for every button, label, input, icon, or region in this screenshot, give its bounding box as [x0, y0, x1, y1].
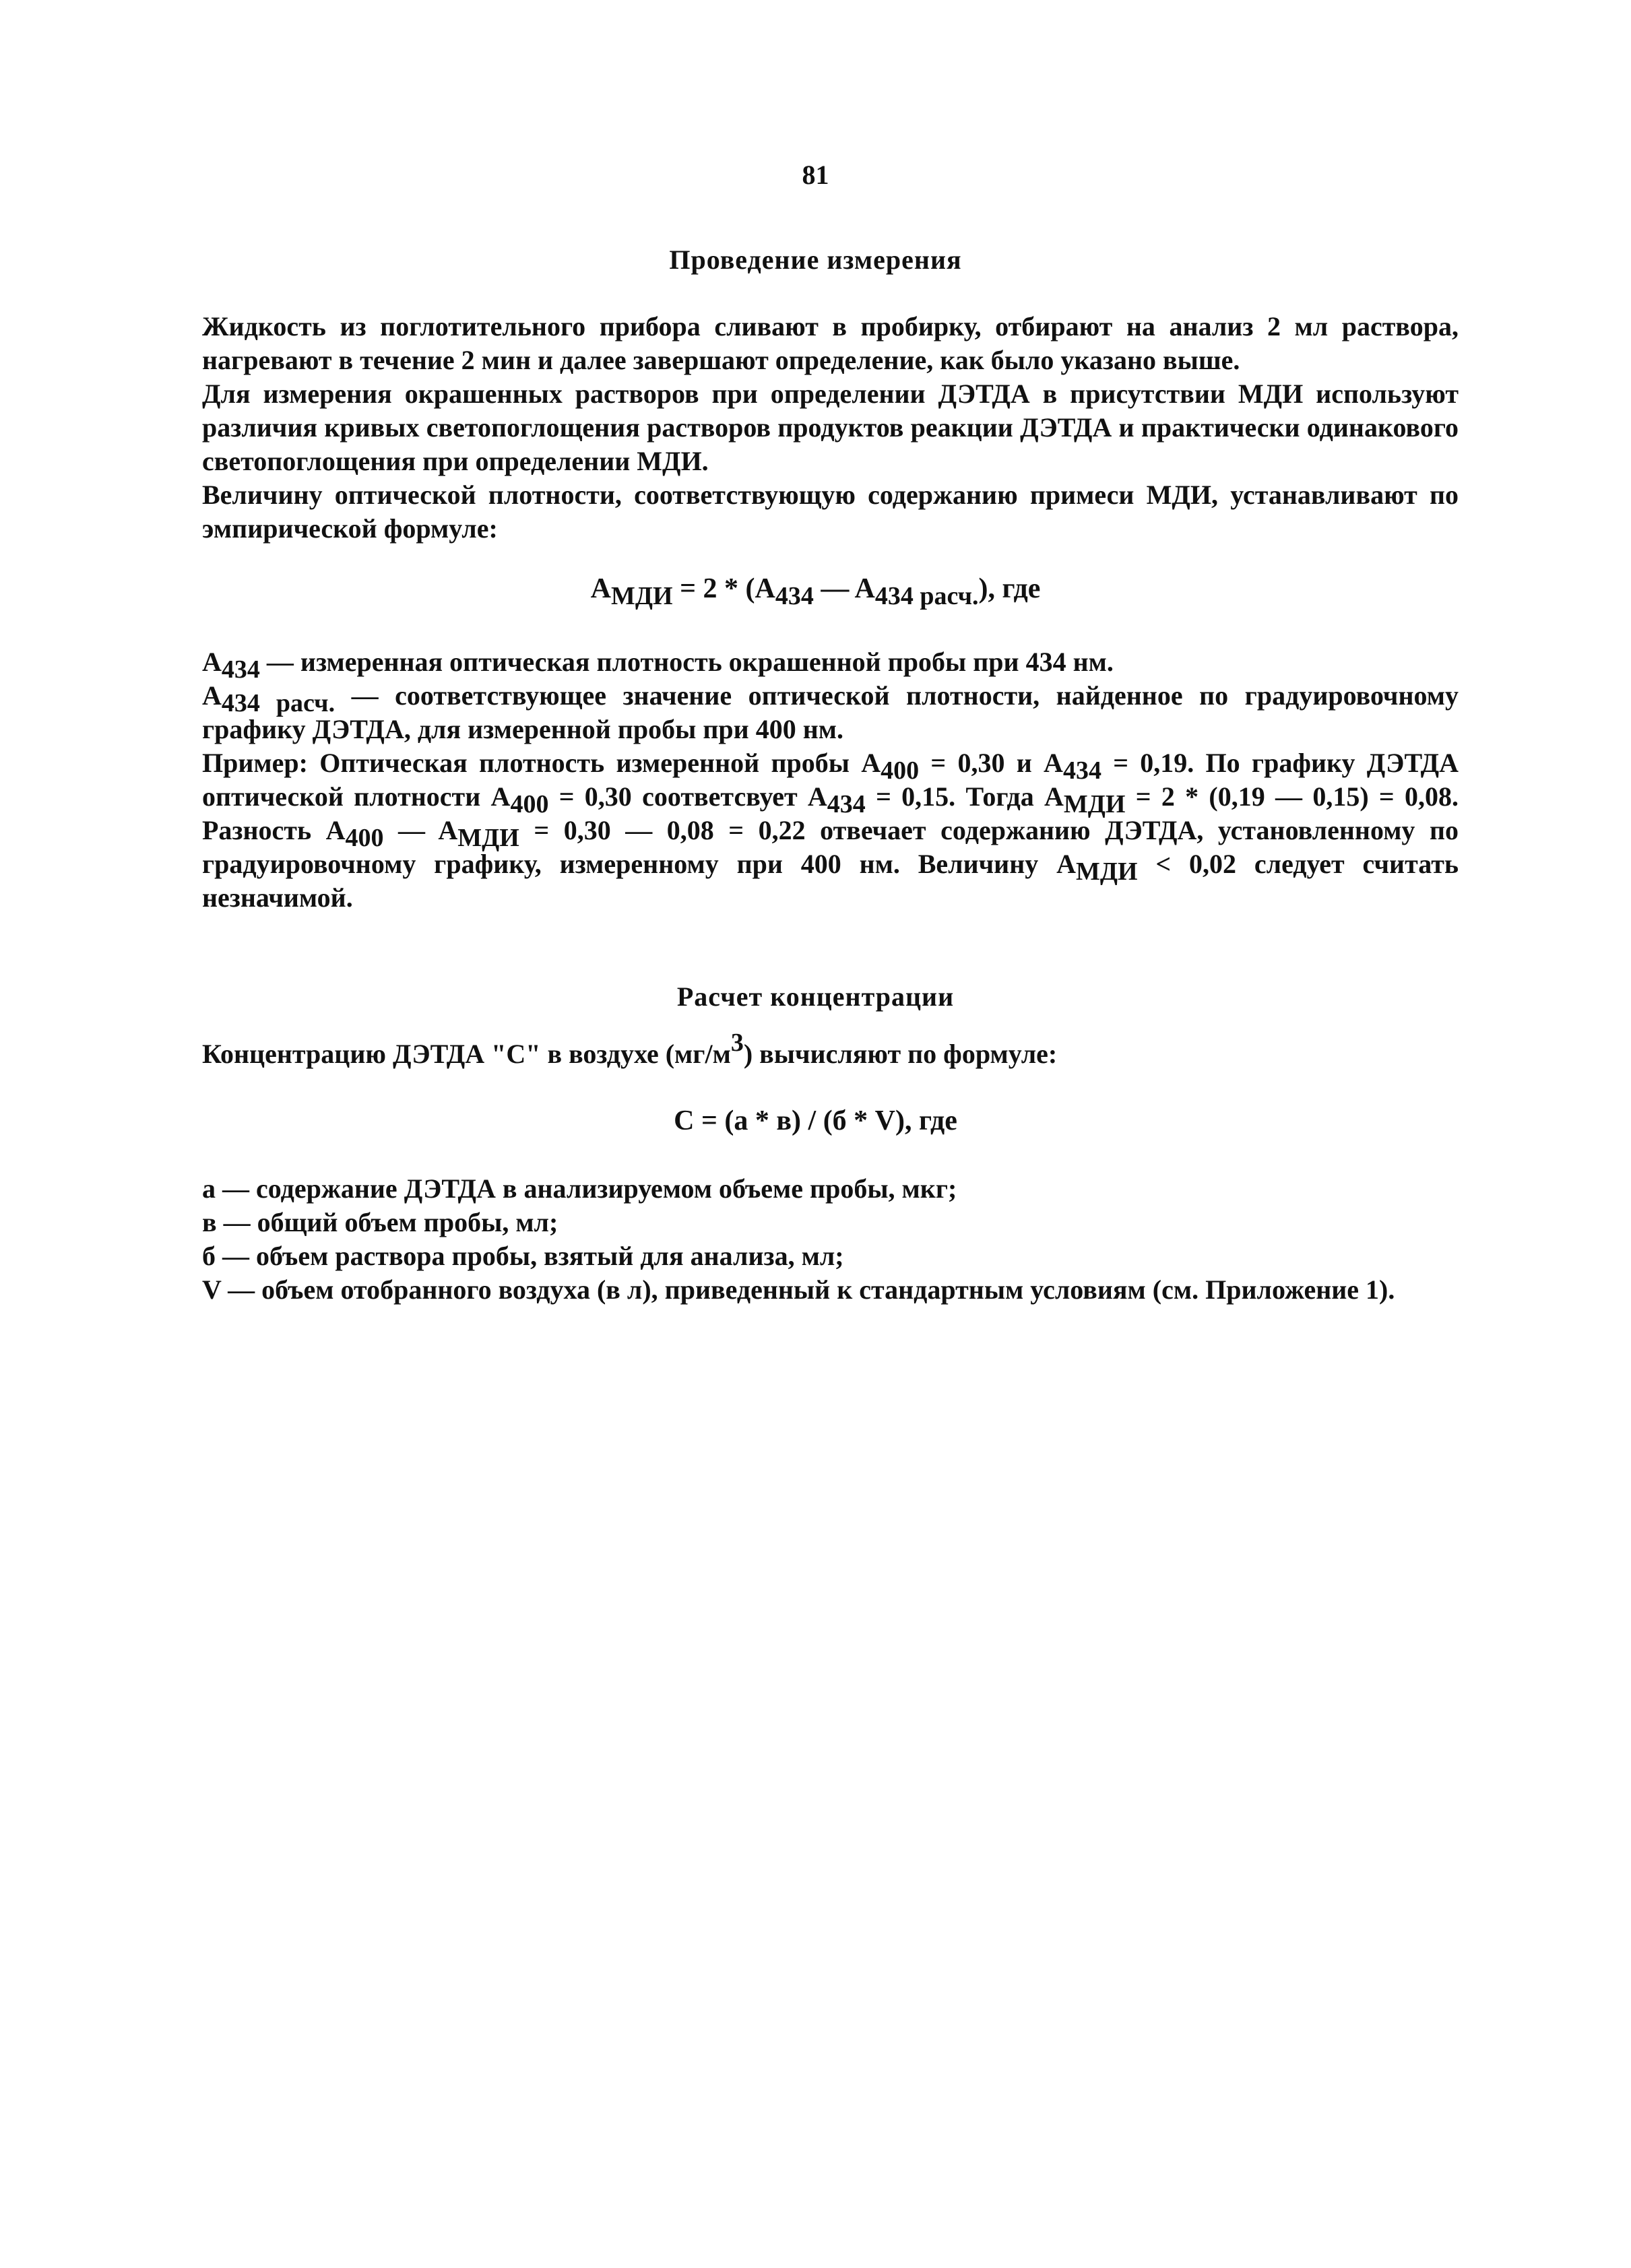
example-text: Пример: Оптическая плотность измеренной пробы A — [202, 748, 881, 778]
definition-text: — соответствующее значение оптической плотности, найденное по градуировочному графику ДЭТДА, для измеренной пробы при 400 нм. — [202, 680, 1459, 744]
example-subscript: 400 — [510, 790, 549, 818]
example-subscript: МДИ — [1063, 790, 1126, 818]
intro-paragraph — [202, 1029, 1459, 1071]
example-text: = 0,30 и A — [919, 748, 1063, 778]
symbol-subscript: 434 расч. — [221, 689, 335, 717]
definition-item: V — объем отобранного воздуха (в л), приведенный к стандартным условиям (см. Приложение 1). — [202, 1274, 1395, 1305]
example-subscript: 434 — [1062, 756, 1101, 785]
example-subscript: 400 — [345, 824, 384, 852]
symbol: A — [202, 647, 222, 677]
symbol-subscript: 434 — [221, 655, 260, 684]
definition-a434 — [202, 645, 1459, 684]
section-heading-measurement: Проведение измерения — [669, 245, 962, 275]
calculation-intro — [202, 1029, 1459, 1071]
definition-text: — измеренная оптическая плотность окрашенной пробы при 434 нм. — [259, 647, 1114, 677]
definition-a434-calc — [202, 679, 1459, 746]
example-text: = 0,30 — 0,08 = 0,22 отвечает содержанию ДЭТДА, установленному по градуировочному графику, измеренному при 400 нм. Величину A — [202, 815, 1459, 879]
symbol: A — [202, 680, 222, 711]
example-paragraph — [202, 746, 1459, 915]
formula-subscript: МДИ — [610, 582, 673, 610]
formula-part: = 2 * (A — [672, 573, 775, 604]
intro-text: Концентрацию ДЭТДА "С" в воздухе (мг/м — [202, 1039, 731, 1069]
example-subscript: МДИ — [457, 824, 519, 852]
formula-subscript: 434 расч. — [874, 582, 979, 610]
example-text: = 2 * (0,19 — 0,15) = 0,08. Разность A — [202, 781, 1459, 845]
example-text: < 0,02 следует считать незначимой. — [202, 849, 1459, 913]
definition-item: б — объем раствора пробы, взятый для анализа, мл; — [202, 1241, 844, 1271]
example-text: — A — [383, 815, 458, 845]
definitions-block — [202, 645, 1459, 915]
example-text: = 0,19. По графику ДЭТДА оптической плотности A — [202, 748, 1459, 812]
example-text: = 0,30 соответсвует A — [548, 781, 827, 812]
formula-mdi — [0, 573, 1631, 610]
measurement-text — [202, 310, 1459, 546]
definition-item: в — общий объем пробы, мл; — [202, 1207, 558, 1237]
formula-subscript: 434 — [775, 582, 814, 610]
definition-item: а — содержание ДЭТДА в анализируемом объеме пробы, мкг; — [202, 1173, 957, 1204]
example-subscript: МДИ — [1076, 857, 1138, 886]
example-subscript: 400 — [881, 756, 920, 785]
example-subscript: 434 — [827, 790, 866, 818]
example-text: = 0,15. Тогда A — [865, 781, 1064, 812]
paragraph: Жидкость из поглотительного прибора сливают в пробирку, отбирают на анализ 2 мл раствора, нагревают в течение 2 мин и далее завершают определение, как было указано выше. — [202, 311, 1459, 375]
paragraph: Величину оптической плотности, соответствующую содержанию примеси МДИ, устанавливают по эмпирической формуле: — [202, 480, 1459, 544]
intro-text: ) вычисляют по формуле: — [743, 1039, 1058, 1069]
formula-part: — A — [813, 573, 875, 604]
intro-superscript: 3 — [730, 1029, 744, 1057]
page-number: 81 — [802, 160, 829, 190]
formula-part: A — [590, 573, 611, 604]
section-heading-calculation: Расчет концентрации — [676, 981, 955, 1012]
variable-definitions — [202, 1172, 1459, 1307]
paragraph: Для измерения окрашенных растворов при определении ДЭТДА в присутствии МДИ используют различия кривых светопоглощения растворов продуктов реакции ДЭТДА и практически одинакового светопоглощения при определении МДИ. — [202, 379, 1459, 476]
formula-concentration: С = (а * в) / (б * V), где — [674, 1105, 957, 1136]
formula-part: ), где — [978, 573, 1041, 604]
